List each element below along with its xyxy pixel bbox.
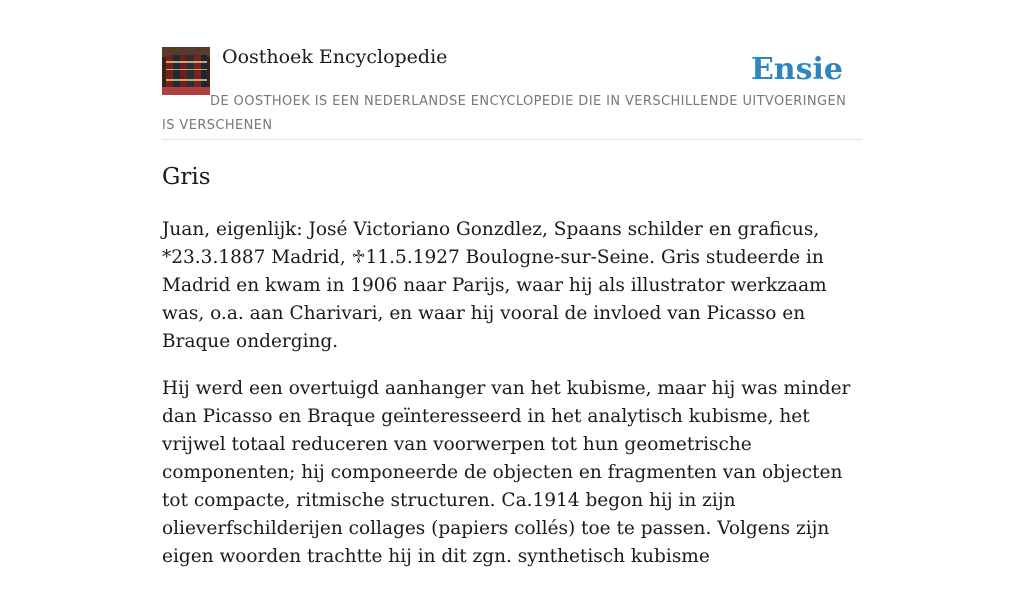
page bbox=[162, 0, 862, 567]
site-title[interactable]: Oosthoek Encyclopedie bbox=[222, 46, 448, 68]
article-body bbox=[162, 216, 862, 590]
encyclopedia-books-icon[interactable] bbox=[162, 47, 210, 95]
site-header bbox=[162, 0, 862, 140]
article-title: Gris bbox=[162, 164, 211, 190]
article-paragraph: Hij werd een overtuigd aanhanger van het kubisme, maar hij was minder dan Picasso en Braque geïnteresseerd in het analytisch kubisme, het vrijwel totaal reduceren van voorwerpen tot hun geometrische componenten; hij componeerde de objecten en fragmenten van objecten tot compacte, ritmische structuren. Ca.1914 begon hij in zijn olieverfschilderijen collages (papiers collés) toe te passen. Volgens zijn eigen woorden trachtte hij in dit zgn. synthetisch kubisme bbox=[162, 378, 851, 567]
article-paragraph: Juan, eigenlijk: José Victoriano Gonzdlez, Spaans schilder en graficus, *23.3.1887 Madrid, ♱11.5.1927 Boulogne-sur-Seine. Gris studeerde in Madrid en kwam in 1906 naar Parijs, waar hij als illustrator werkzaam was, o.a. aan Charivari, en waar hij vooral de invloed van Picasso en Braque onderging. bbox=[162, 219, 827, 352]
site-tagline: DE OOSTHOEK IS EEN NEDERLANDSE ENCYCLOPEDIE DIE IN VERSCHILLENDE UITVOERINGEN IS VERSCHENEN bbox=[162, 94, 847, 133]
brand-logo[interactable]: Ensie bbox=[750, 52, 843, 87]
